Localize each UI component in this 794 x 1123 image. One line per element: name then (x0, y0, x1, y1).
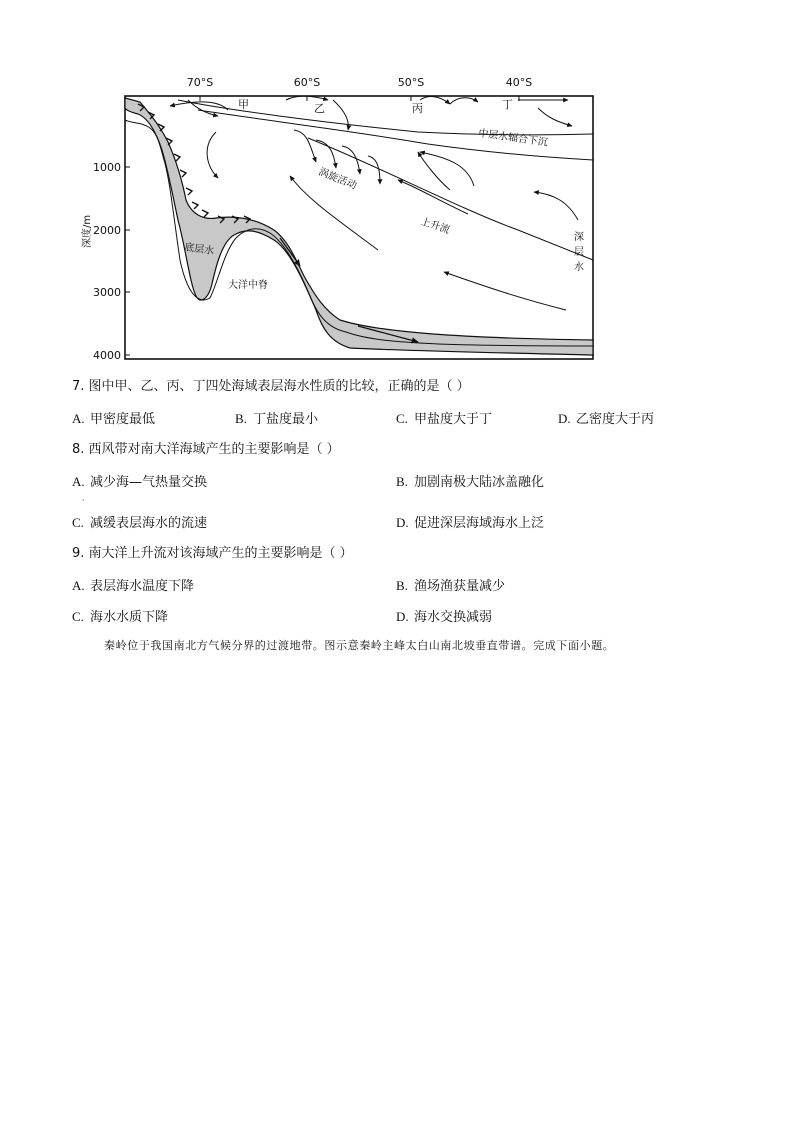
bottom-water-label: 底层水 (183, 242, 215, 258)
ridge-label: 大洋中脊 (228, 280, 268, 291)
depth-axis (80, 161, 130, 362)
lat-label-40s: 40°S (505, 76, 533, 89)
option-text: 甲密度最低 (90, 412, 156, 427)
option-text: 减缓表层海水的流速 (90, 516, 208, 531)
deep-water-label-1: 深 (574, 232, 584, 243)
option-letter: B. (396, 474, 408, 489)
question-8-stem: 8. 西风带对南大洋海域产生的主要影响是（ ） (72, 442, 340, 457)
stray-dot: · (82, 496, 85, 505)
intermediate-water-label: 中层水辐合下沉 (477, 128, 549, 149)
q8-option-c[interactable] (72, 514, 207, 533)
option-letter: B. (235, 411, 247, 426)
option-letter: A. (72, 411, 85, 426)
q8-option-a[interactable] (72, 473, 207, 492)
eddy-arrows (207, 130, 380, 184)
option-letter: D. (558, 411, 571, 426)
q7-option-b[interactable] (235, 410, 318, 429)
deep-water-line (308, 138, 593, 260)
option-letter: C. (72, 515, 84, 530)
next-section-intro: 秦岭位于我国南北方气候分界的过渡地带。图示意秦岭主峰太白山南北坡垂直带谱。完成下面小题。 (104, 639, 615, 652)
q8-option-b[interactable] (396, 473, 544, 492)
lat-label-70s: 70°S (186, 76, 214, 89)
ocean-section-diagram (78, 70, 598, 365)
deep-water-label-2: 层 (574, 247, 584, 258)
q9-option-d[interactable] (396, 608, 492, 627)
option-letter: A. (72, 474, 85, 489)
deep-water-label-3: 水 (574, 262, 584, 273)
option-text: 海水水质下降 (90, 610, 169, 625)
question-7-stem: 7. 图中甲、乙、丙、丁四处海域表层海水性质的比较，正确的是（ ） (72, 379, 470, 394)
option-text: 乙密度大于丙 (576, 412, 655, 427)
option-letter: D. (396, 609, 409, 624)
option-letter: D. (396, 515, 409, 530)
q7-option-c[interactable] (396, 410, 492, 429)
option-letter: C. (396, 411, 408, 426)
lat-label-60s: 60°S (293, 76, 321, 89)
option-text: 表层海水温度下降 (90, 579, 195, 594)
option-text: 甲盐度大于丁 (414, 412, 493, 427)
depth-label-4000: 4000 (93, 349, 121, 362)
q9-option-b[interactable] (396, 577, 505, 596)
option-letter: C. (72, 609, 84, 624)
q7-option-a[interactable] (72, 410, 155, 429)
option-text: 促进深层海域海水上泛 (414, 516, 545, 531)
ocean-circulation-figure (78, 70, 598, 365)
option-text: 渔场渔获量减少 (414, 579, 506, 594)
option-letter: B. (396, 578, 408, 593)
option-text: 加剧南极大陆冰盖融化 (414, 475, 545, 490)
q9-option-a[interactable] (72, 577, 194, 596)
upwelling-label: 上升流 (419, 216, 452, 237)
bottom-flow-arrow (280, 238, 300, 266)
eddy-label: 涡旋活动 (316, 166, 359, 192)
question-9-stem: 9. 南大洋上升流对该海域产生的主要影响是（ ） (72, 546, 353, 561)
region-label-ding: 丁 (502, 98, 513, 111)
region-label-bing: 丙 (412, 102, 423, 115)
option-text: 减少海—气热量交换 (90, 475, 208, 490)
option-text: 海水交换减弱 (414, 610, 493, 625)
depth-label-2000: 2000 (93, 224, 121, 237)
region-label-yi: 乙 (314, 102, 325, 115)
depth-label-1000: 1000 (93, 161, 121, 174)
option-letter: A. (72, 578, 85, 593)
q8-option-d[interactable] (396, 514, 544, 533)
depth-axis-title: 深度/m (82, 214, 93, 248)
lat-label-50s: 50°S (397, 76, 425, 89)
region-label-jia: 甲 (238, 98, 249, 111)
depth-label-3000: 3000 (93, 286, 121, 299)
q7-option-d[interactable] (558, 410, 654, 429)
option-text: 丁盐度最小 (253, 412, 319, 427)
q9-option-c[interactable] (72, 608, 168, 627)
